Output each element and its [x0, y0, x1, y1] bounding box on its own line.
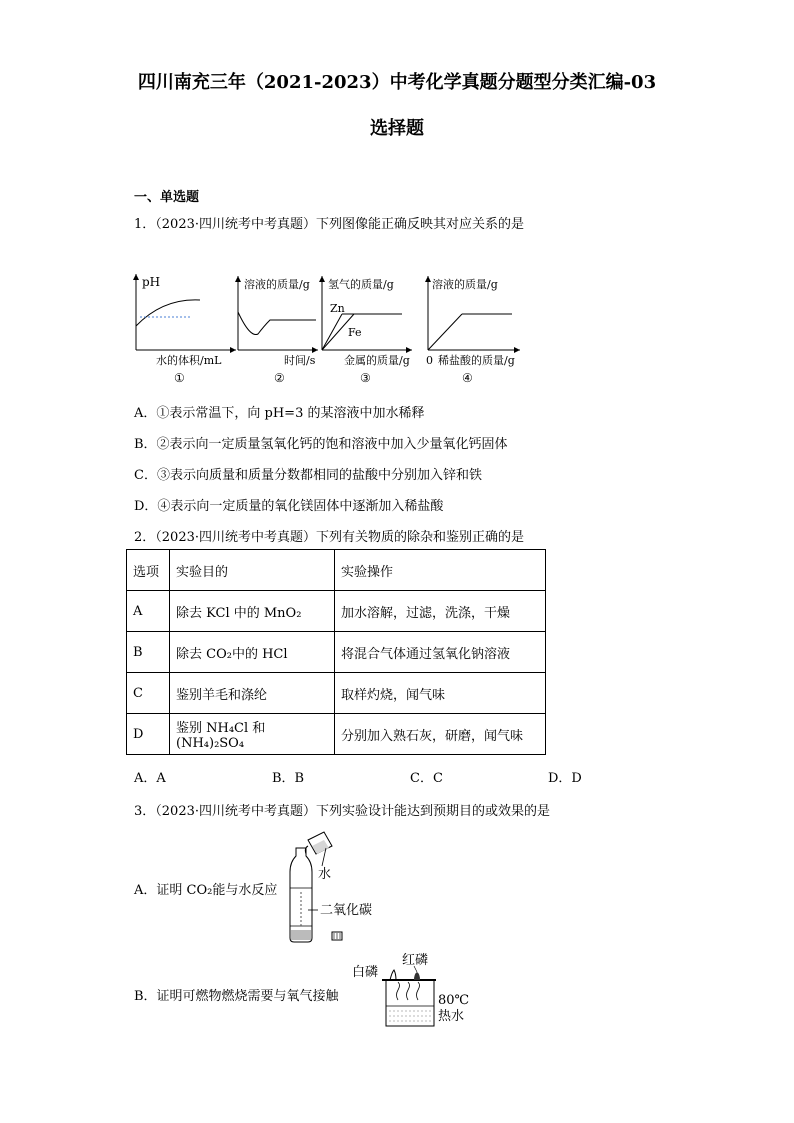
q1-option-a: A．①表示常温下，向 pH=3 的某溶液中加水稀释: [134, 406, 425, 421]
q3-bottle-figure: [282, 826, 402, 952]
q1-chart-3: [314, 270, 414, 390]
q1-chart-1: [128, 270, 238, 390]
table-cell: C: [127, 673, 170, 714]
table-cell: 取样灼烧，闻气味: [335, 673, 546, 714]
table-cell: A: [127, 591, 170, 632]
chart3-fe-label: Fe: [348, 326, 362, 339]
q2-answer-c: C．C: [410, 771, 443, 786]
chart2-xlabel: 时间/s: [284, 354, 316, 367]
table-row: [127, 673, 546, 714]
table-cell: 将混合气体通过氢氧化钠溶液: [335, 632, 546, 673]
table-cell: B: [127, 632, 170, 673]
question-3-stem: 3．（2023·四川统考中考真题）下列实验设计能达到预期目的或效果的是: [134, 804, 550, 819]
chart2-number: ②: [274, 371, 285, 385]
chart4-number: ④: [462, 371, 473, 385]
chart3-xlabel: 金属的质量/g: [344, 354, 410, 367]
chart3-ylabel: 氢气的质量/g: [328, 278, 394, 291]
label-temperature: 80℃: [438, 993, 470, 1008]
q2-answer-b: B．B: [272, 771, 305, 786]
label-white-phosphorus: 白磷: [352, 965, 379, 980]
label-red-phosphorus: 红磷: [402, 953, 429, 968]
chart1-xlabel: 水的体积/mL: [156, 354, 222, 367]
q1-chart-4: [418, 270, 522, 390]
table-cell: 除去 CO₂中的 HCl: [170, 632, 335, 673]
table-cell: 分别加入熟石灰，研磨，闻气味: [335, 714, 546, 755]
q2-answer-a: A．A: [134, 771, 166, 786]
table-cell: D: [127, 714, 170, 755]
table-cell: 除去 KCl 中的 MnO₂: [170, 591, 335, 632]
q2-table: [126, 549, 546, 755]
chart1-ylabel: pH: [142, 275, 161, 289]
q3-option-a: A．证明 CO₂能与水反应: [134, 883, 278, 898]
page-subtitle: 选择题: [370, 118, 424, 139]
table-cell: 鉴别羊毛和涤纶: [170, 673, 335, 714]
table-row: [127, 591, 546, 632]
q1-option-c: C．③表示向质量和质量分数都相同的盐酸中分别加入锌和铁: [134, 468, 482, 483]
table-cell: 鉴别 NH₄Cl 和(NH₄)₂SO₄: [170, 714, 335, 755]
label-hot-water: 热水: [438, 1009, 465, 1024]
question-2-stem: 2．（2023·四川统考中考真题）下列有关物质的除杂和鉴别正确的是: [134, 530, 524, 545]
question-1-stem: 1．（2023·四川统考中考真题）下列图像能正确反映其对应关系的是: [134, 217, 524, 232]
chart4-ylabel: 溶液的质量/g: [432, 278, 498, 291]
q1-option-b: B．②表示向一定质量氢氧化钙的饱和溶液中加入少量氧化钙固体: [134, 437, 508, 452]
q1-chart-2: [230, 270, 320, 390]
table-row: [127, 632, 546, 673]
label-water: 水: [318, 867, 332, 882]
label-co2: 二氧化碳: [320, 903, 373, 918]
section-heading: 一、单选题: [134, 190, 200, 205]
table-header-cell: 选项: [127, 550, 170, 591]
table-cell: 加水溶解，过滤，洗涤，干燥: [335, 591, 546, 632]
q2-answer-d: D．D: [548, 771, 582, 786]
chart3-number: ③: [360, 371, 371, 385]
table-header-cell: 实验操作: [335, 550, 546, 591]
table-header-row: [127, 550, 546, 591]
chart2-ylabel: 溶液的质量/g: [244, 278, 310, 291]
table-row: [127, 714, 546, 755]
q1-option-d: D．④表示向一定质量的氧化镁固体中逐渐加入稀盐酸: [134, 499, 444, 514]
q3-beaker-figure: [348, 950, 478, 1036]
page-title: 四川南充三年（2021-2023）中考化学真题分题型分类汇编-03: [137, 72, 657, 93]
chart4-origin: 0: [426, 354, 433, 367]
q3-option-b: B．证明可燃物燃烧需要与氧气接触: [134, 989, 339, 1004]
table-header-cell: 实验目的: [170, 550, 335, 591]
chart3-zn-label: Zn: [330, 302, 345, 315]
chart1-number: ①: [174, 371, 185, 385]
chart4-xlabel: 稀盐酸的质量/g: [438, 354, 515, 367]
